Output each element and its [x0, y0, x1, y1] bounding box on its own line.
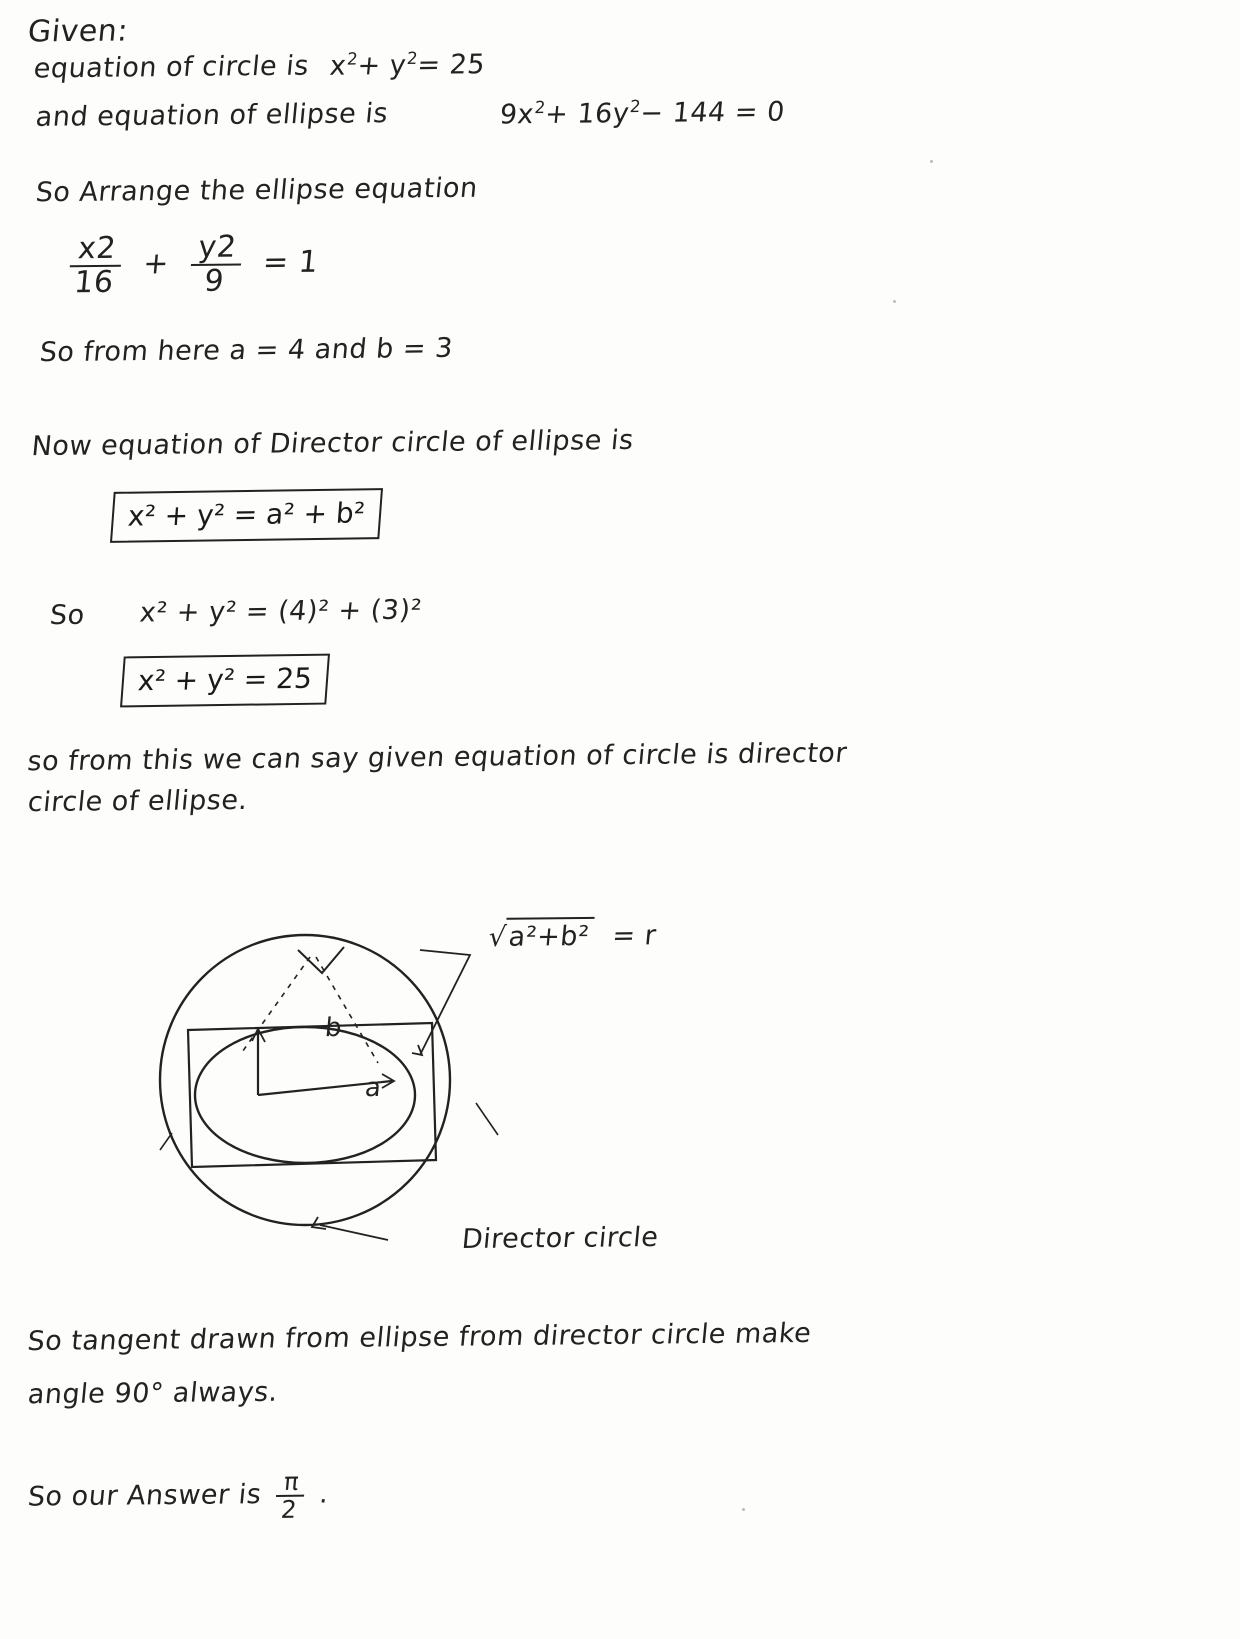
final-answer-text: So our Answer is [26, 1479, 263, 1513]
heading-given: Given: [26, 13, 130, 50]
line-final-answer [25, 1468, 331, 1524]
line-director-circle-intro: Now equation of Director circle of ellipse is [30, 424, 636, 463]
fraction-numerator-y2: y2 [196, 229, 239, 265]
stray-tick-left [160, 1133, 172, 1150]
line-angle-statement: angle 90° always. [26, 1376, 280, 1411]
equals-one: = 1 [261, 244, 320, 281]
label-b: b [323, 1012, 344, 1044]
scan-speck-3 [742, 1508, 745, 1511]
stray-tick-right [476, 1103, 498, 1135]
circle-eq-x-sup: 2 [346, 48, 360, 69]
chord-left [240, 957, 310, 1055]
boxed-director-circle-formula: x² + y² = a² + b² [110, 488, 383, 543]
label-radius-inner: a²+b² [507, 920, 591, 953]
label-radius [487, 916, 658, 953]
ellipse-standard-form [67, 231, 321, 299]
line-arrange-instruction: So Arrange the ellipse equation [34, 172, 480, 209]
fraction-x2-over-16 [67, 230, 124, 300]
boxed-result: x² + y² = 25 [120, 654, 330, 708]
final-answer-numerator: π [282, 1466, 301, 1496]
circle-eq-plus-y: + y [356, 50, 408, 82]
label-a: a [363, 1072, 383, 1104]
scan-speck-1 [930, 160, 933, 163]
label-director-circle: Director circle [460, 1221, 660, 1256]
scan-speck-2 [893, 300, 896, 303]
leader-director-circle [320, 1225, 388, 1240]
line-ellipse-equation-math [498, 95, 786, 131]
plus-sign: + [141, 246, 171, 282]
line-a-and-b-values: So from here a = 4 and b = 3 [38, 332, 455, 369]
circle-eq-x: x [328, 50, 348, 82]
circle-eq-y-sup: 2 [405, 47, 420, 69]
line-conclusion-1: so from this we can say given equation of circle is director [26, 737, 849, 778]
tangent-rectangle [188, 1023, 436, 1167]
fraction-denominator-9: 9 [188, 263, 241, 297]
line-tangent-explanation: So tangent drawn from ellipse from director circle make [26, 1317, 813, 1358]
ellipse-shape [195, 1027, 415, 1163]
ellipse-eq-y-sup: 2 [629, 96, 643, 117]
fraction-denominator-16: 16 [67, 264, 121, 298]
ellipse-eq-x: 9x [498, 99, 536, 131]
fraction-y2-over-9 [188, 229, 244, 299]
ellipse-eq-x-sup: 2 [533, 97, 547, 118]
right-angle-mark [298, 947, 344, 973]
ellipse-eq-y: + 16y [543, 98, 631, 131]
final-answer-denominator: 2 [274, 1494, 305, 1522]
sqrt-glyph: √ [487, 921, 508, 953]
label-radius-equals: = r [610, 920, 658, 952]
line-conclusion-2: circle of ellipse. [26, 784, 250, 819]
diagram-director-circle [120, 895, 900, 1275]
line-substitution: x² + y² = (4)² + (3)² [138, 594, 424, 629]
line-circle-equation-math [328, 47, 486, 82]
director-circle-shape [160, 935, 450, 1225]
circle-eq-rhs: = 25 [415, 49, 487, 81]
fraction-numerator-x2: x2 [76, 230, 118, 267]
final-answer-period: . [318, 1478, 331, 1510]
final-answer-fraction [274, 1466, 307, 1524]
leader-radius-arrow [412, 1045, 422, 1055]
line-circle-equation-text: equation of circle is [32, 50, 311, 85]
chord-right [316, 957, 378, 1063]
line-so-label: So [48, 599, 87, 632]
ellipse-eq-rhs: − 144 = 0 [638, 96, 787, 130]
line-ellipse-equation-text: and equation of ellipse is [34, 98, 390, 133]
